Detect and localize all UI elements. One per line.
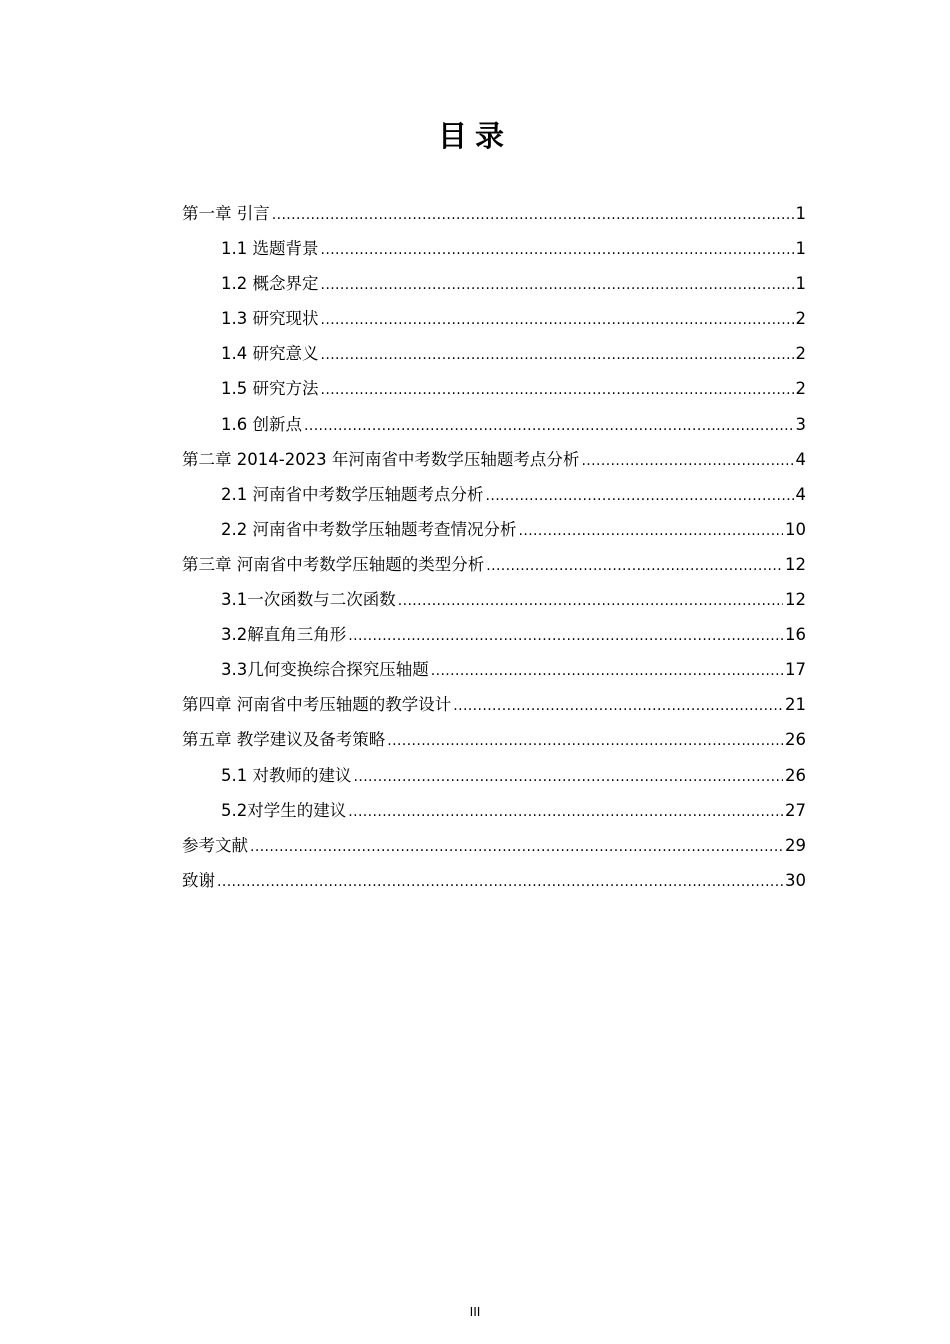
toc-entry-page-number: 16 bbox=[785, 625, 806, 645]
toc-dot-leader bbox=[272, 198, 794, 233]
toc-dot-leader bbox=[321, 338, 794, 373]
toc-entry-page-number: 21 bbox=[785, 695, 806, 715]
toc-entry-label: 1.6 创新点 bbox=[221, 414, 302, 434]
toc-dot-leader bbox=[304, 409, 794, 444]
toc-section-entry[interactable] bbox=[182, 301, 806, 336]
toc-chapter-entry[interactable] bbox=[182, 687, 806, 722]
toc-entry-label: 第三章 河南省中考数学压轴题的类型分析 bbox=[182, 554, 485, 574]
toc-dot-leader bbox=[453, 689, 783, 724]
toc-chapter-entry[interactable] bbox=[182, 442, 806, 477]
toc-entry-page-number: 2 bbox=[795, 344, 806, 364]
toc-chapter-entry[interactable] bbox=[182, 722, 806, 757]
toc-entry-page-number: 12 bbox=[785, 554, 806, 574]
toc-dot-leader bbox=[321, 303, 794, 338]
toc-entry-page-number: 1 bbox=[795, 204, 806, 223]
toc-dot-leader bbox=[486, 479, 794, 514]
toc-dot-leader bbox=[581, 444, 793, 479]
toc-entry-label: 第二章 2014-2023 年河南省中考数学压轴题考点分析 bbox=[182, 449, 580, 469]
toc-entry-page-number: 17 bbox=[785, 660, 806, 680]
toc-entry-page-number: 29 bbox=[785, 835, 806, 855]
toc-entry-label: 3.3几何变换综合探究压轴题 bbox=[221, 660, 429, 680]
toc-entry-label: 参考文献 bbox=[182, 835, 248, 855]
toc-entry-page-number: 4 bbox=[795, 449, 806, 469]
toc-entry-label: 5.1 对教师的建议 bbox=[221, 765, 352, 785]
toc-entry-page-number: 27 bbox=[785, 800, 806, 820]
toc-section-entry[interactable] bbox=[182, 371, 806, 406]
toc-section-entry[interactable] bbox=[182, 336, 806, 371]
toc-section-entry[interactable] bbox=[182, 793, 806, 828]
toc-entry-page-number: 26 bbox=[785, 730, 806, 750]
toc-entry-label: 1.3 研究现状 bbox=[221, 309, 319, 329]
toc-entry-page-number: 2 bbox=[795, 379, 806, 399]
page-title: 目录 bbox=[437, 119, 512, 153]
toc-section-entry[interactable] bbox=[182, 231, 806, 266]
toc-section-entry[interactable] bbox=[182, 758, 806, 793]
toc-entry-label: 第四章 河南省中考压轴题的教学设计 bbox=[182, 695, 452, 715]
toc-entry-label: 2.1 河南省中考数学压轴题考点分析 bbox=[221, 484, 484, 504]
toc-entry-label: 3.1一次函数与二次函数 bbox=[221, 590, 396, 610]
toc-entry-page-number: 26 bbox=[785, 765, 806, 785]
toc-dot-leader bbox=[387, 724, 783, 759]
toc-section-entry[interactable] bbox=[182, 652, 806, 687]
toc-dot-leader bbox=[250, 830, 783, 865]
toc-entry-page-number: 10 bbox=[785, 519, 806, 539]
toc-entry-page-number: 4 bbox=[795, 484, 806, 504]
toc-entry-label: 第一章 引言 bbox=[182, 204, 270, 223]
toc-entry-label: 5.2对学生的建议 bbox=[221, 800, 347, 820]
toc-entry-label: 第五章 教学建议及备考策略 bbox=[182, 730, 386, 750]
toc-entry-label: 3.2解直角三角形 bbox=[221, 625, 347, 645]
toc-dot-leader bbox=[348, 619, 783, 654]
toc-chapter-entry[interactable] bbox=[182, 196, 806, 231]
toc-section-entry[interactable] bbox=[182, 266, 806, 301]
toc-dot-leader bbox=[519, 514, 784, 549]
toc-dot-leader bbox=[431, 654, 783, 689]
page-number: III bbox=[469, 1304, 481, 1319]
toc-dot-leader bbox=[398, 584, 783, 619]
toc-dot-leader bbox=[217, 865, 783, 900]
toc-entry-label: 致谢 bbox=[182, 870, 215, 890]
toc-entry-label: 1.4 研究意义 bbox=[221, 344, 319, 364]
toc-dot-leader bbox=[486, 549, 783, 584]
toc-dot-leader bbox=[348, 795, 783, 830]
toc-entry-page-number: 1 bbox=[795, 274, 806, 294]
toc-entry-page-number: 2 bbox=[795, 309, 806, 329]
toc-dot-leader bbox=[321, 268, 794, 303]
toc-chapter-entry[interactable] bbox=[182, 828, 806, 863]
toc-chapter-entry[interactable] bbox=[182, 863, 806, 898]
toc-entry-page-number: 1 bbox=[795, 239, 806, 259]
toc-entry-label: 2.2 河南省中考数学压轴题考查情况分析 bbox=[221, 519, 517, 539]
toc-dot-leader bbox=[321, 373, 794, 408]
toc-entry-page-number: 3 bbox=[795, 414, 806, 434]
toc-dot-leader bbox=[321, 233, 794, 268]
table-of-contents bbox=[182, 196, 806, 898]
toc-entry-label: 1.2 概念界定 bbox=[221, 274, 319, 294]
toc-section-entry[interactable] bbox=[182, 477, 806, 512]
toc-dot-leader bbox=[354, 760, 784, 795]
toc-entry-page-number: 30 bbox=[785, 870, 806, 890]
toc-section-entry[interactable] bbox=[182, 582, 806, 617]
toc-section-entry[interactable] bbox=[182, 407, 806, 442]
toc-section-entry[interactable] bbox=[182, 512, 806, 547]
toc-section-entry[interactable] bbox=[182, 617, 806, 652]
toc-entry-label: 1.5 研究方法 bbox=[221, 379, 319, 399]
toc-entry-label: 1.1 选题背景 bbox=[221, 239, 319, 259]
toc-entry-page-number: 12 bbox=[785, 590, 806, 610]
toc-chapter-entry[interactable] bbox=[182, 547, 806, 582]
